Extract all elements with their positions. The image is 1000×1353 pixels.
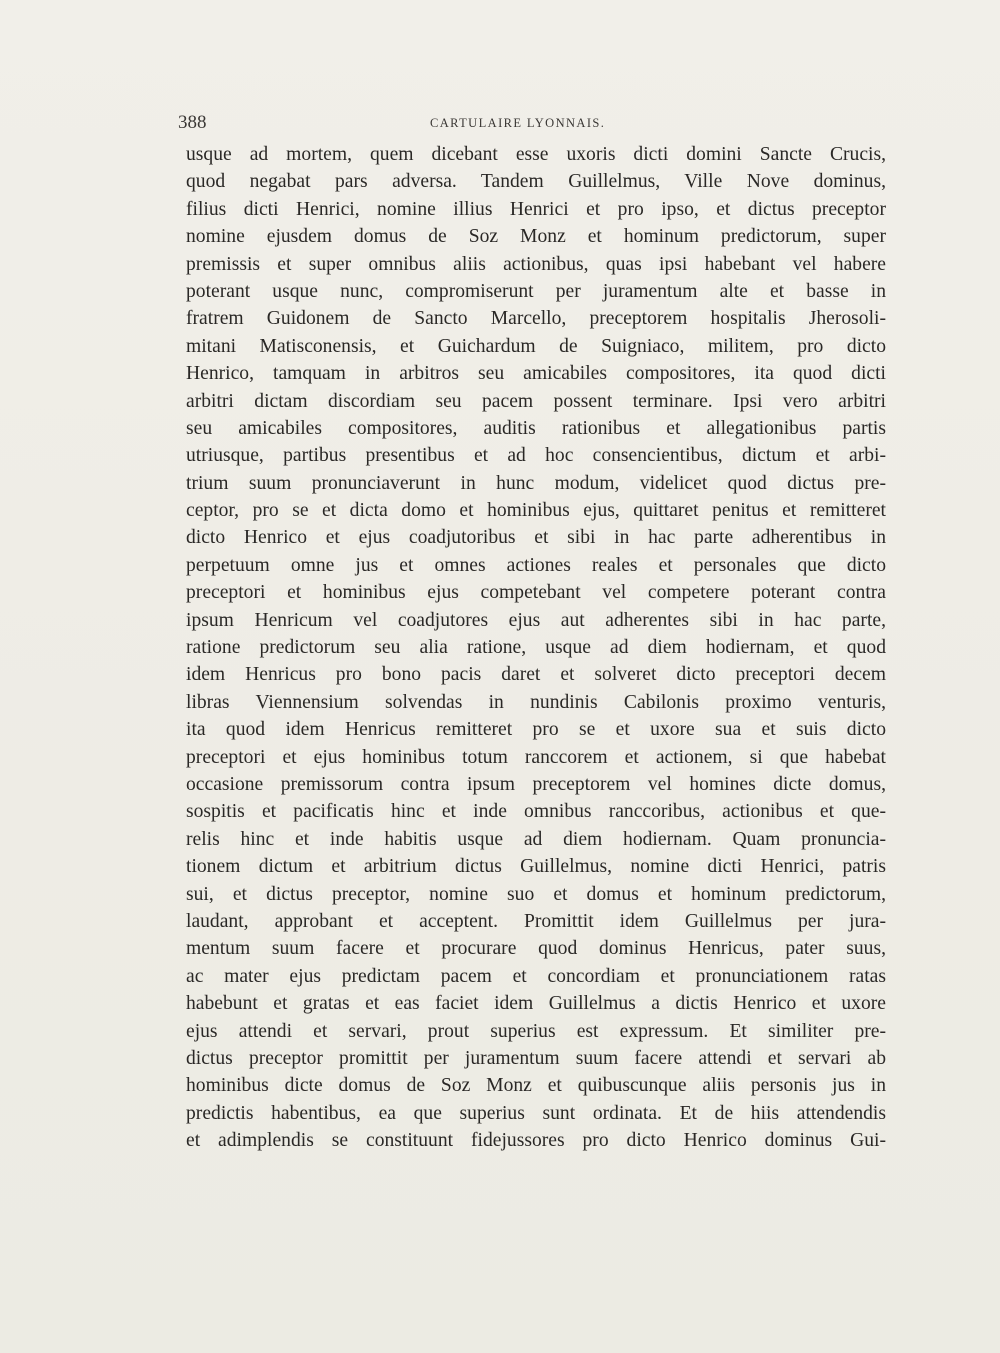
text-line: predictis habentibus, ea que superius sunt ordinata. Et de hiis attendendis	[186, 1102, 886, 1124]
text-line: hominibus dicte domus de Soz Monz et quibuscunque aliis personis jus in	[186, 1075, 886, 1097]
text-line: poterant usque nunc, compromiserunt per juramentum alte et basse in	[186, 280, 886, 302]
running-title: CARTULAIRE LYONNAIS.	[430, 116, 606, 130]
text-line: ratione predictorum seu alia ratione, usque ad diem hodiernam, et quod	[186, 637, 886, 659]
text-line: ita quod idem Henricus remitteret pro se et uxore sua et suis dicto	[186, 719, 886, 741]
text-line: mitani Matisconensis, et Guichardum de Suigniaco, militem, pro dicto	[186, 335, 886, 357]
text-line: perpetuum omne jus et omnes actiones reales et personales que dicto	[186, 554, 886, 576]
text-line: usque ad mortem, quem dicebant esse uxoris dicti domini Sancte Crucis,	[186, 144, 886, 165]
text-line: laudant, approbant et acceptent. Promittit idem Guillelmus per jura-	[186, 910, 886, 932]
text-line: nomine ejusdem domus de Soz Monz et hominum predictorum, super	[186, 226, 886, 248]
text-line: utriusque, partibus presentibus et ad hoc consencientibus, dictum et arbi-	[186, 445, 886, 467]
text-line: seu amicabiles compositores, auditis rationibus et allegationibus partis	[186, 417, 886, 439]
text-line: premissis et super omnibus aliis actionibus, quas ipsi habebant vel habere	[186, 253, 886, 275]
text-line: fratrem Guidonem de Sancto Marcello, preceptorem hospitalis Jherosoli-	[186, 308, 886, 330]
text-line: preceptori et hominibus ejus competebant vel competere poterant contra	[186, 582, 886, 604]
text-line: trium suum pronunciaverunt in hunc modum, videlicet quod dictus pre-	[186, 472, 886, 494]
body-text	[186, 141, 886, 1154]
text-line: ipsum Henricum vel coadjutores ejus aut adherentes sibi in hac parte,	[186, 609, 886, 631]
text-line: ac mater ejus predictam pacem et concordiam et pronunciationem ratas	[186, 965, 886, 987]
text-line: tionem dictum et arbitrium dictus Guillelmus, nomine dicti Henrici, patris	[186, 856, 886, 878]
text-line: habebunt et gratas et eas faciet idem Guillelmus a dictis Henrico et uxore	[186, 993, 886, 1015]
text-line: ceptor, pro se et dicta domo et hominibus ejus, quittaret penitus et remitteret	[186, 500, 886, 522]
text-line: filius dicti Henrici, nomine illius Henrici et pro ipso, et dictus preceptor	[186, 198, 886, 220]
text-line: relis hinc et inde habitis usque ad diem hodiernam. Quam pronuncia-	[186, 828, 886, 850]
text-line: Henrico, tamquam in arbitros seu amicabiles compositores, ita quod dicti	[186, 363, 886, 385]
text-line: arbitri dictam discordiam seu pacem possent terminare. Ipsi vero arbitri	[186, 390, 886, 412]
text-line: sui, et dictus preceptor, nomine suo et domus et hominum predictorum,	[186, 883, 886, 905]
text-line: mentum suum facere et procurare quod dominus Henricus, pater suus,	[186, 938, 886, 960]
text-line: dicto Henrico et ejus coadjutoribus et sibi in hac parte adherentibus in	[186, 527, 886, 549]
text-line: preceptori et ejus hominibus totum ranccorem et actionem, si que habebat	[186, 746, 886, 768]
text-line: idem Henricus pro bono pacis daret et solveret dicto preceptori decem	[186, 664, 886, 686]
text-line: libras Viennensium solvendas in nundinis Cabilonis proximo venturis,	[186, 691, 886, 713]
page-header	[178, 108, 890, 138]
text-line: dictus preceptor promittit per juramentum suum facere attendi et servari ab	[186, 1047, 886, 1069]
text-line: et adimplendis se constituunt fidejussores pro dicto Henrico dominus Gui-	[186, 1130, 886, 1152]
text-line: ejus attendi et servari, prout superius est expressum. Et similiter pre-	[186, 1020, 886, 1042]
text-line: occasione premissorum contra ipsum preceptorem vel homines dicte domus,	[186, 773, 886, 795]
page-number: 388	[178, 112, 207, 133]
text-line: quod negabat pars adversa. Tandem Guillelmus, Ville Nove dominus,	[186, 171, 886, 193]
text-line: sospitis et pacificatis hinc et inde omnibus ranccoribus, actionibus et que-	[186, 801, 886, 823]
